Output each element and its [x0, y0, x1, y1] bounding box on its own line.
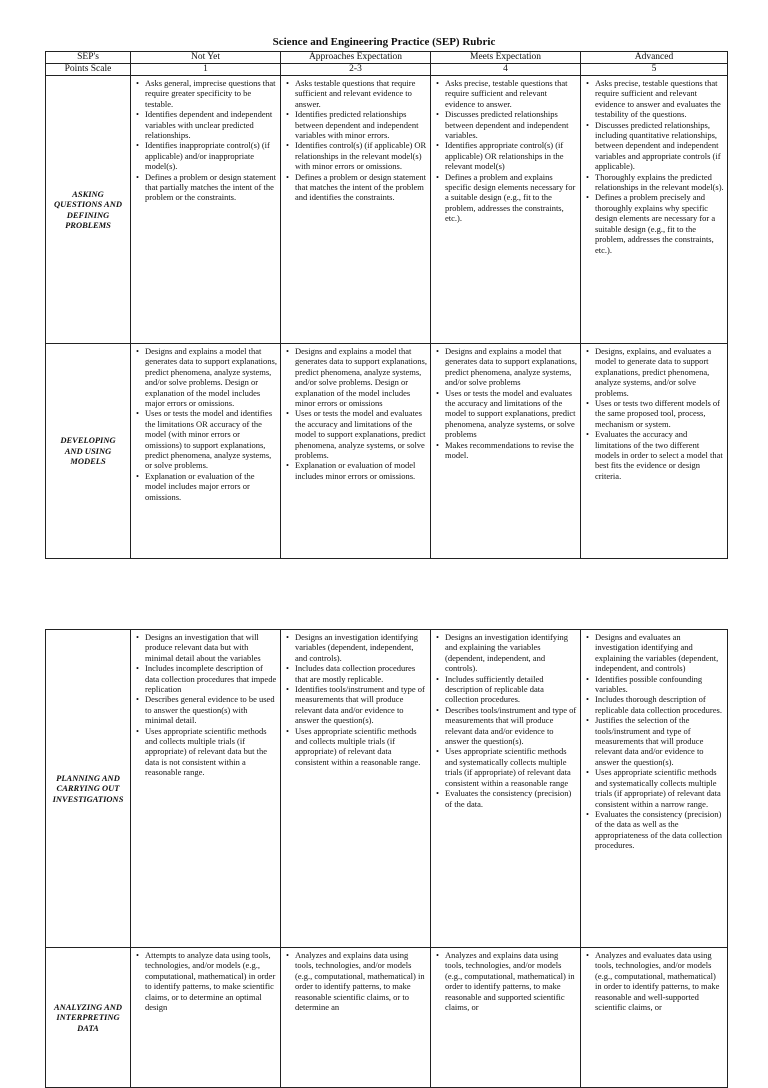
criterion-item: • Includes thorough description of replicable data collection procedures. [595, 694, 724, 715]
criterion-item: • Designs and explains a model that generates data to support explanations, predict phenomena, analyze systems, and/or solve problems. Design or explanation of the model includes major errors or omissions. [145, 346, 277, 408]
header-row-levels [46, 52, 728, 64]
criterion-item: • Identifies appropriate control(s) (if applicable) OR relationships in the relevant model(s) [445, 140, 577, 171]
criterion-item: • Analyzes and explains data using tools, technologies, and/or models (e.g., computational, mathematical) in order to identify patterns, to make reasonable scientific claims, or to determine an [295, 950, 427, 1012]
criteria-cell [431, 948, 581, 1088]
criterion-item: • Identifies possible confounding variables. [595, 674, 724, 695]
criterion-item: • Designs and explains a model that generates data to support explanations, predict phenomena, analyze systems, and/or solve problems. Design or explanation of the model includes minor errors or omissions [295, 346, 427, 408]
criterion-item: • Asks precise, testable questions that require sufficient and relevant evidence to answer. [445, 78, 577, 109]
criterion-item: • Evaluates the accuracy and limitations of the two different models in order to select a model that best fits the evidence or design criteria. [595, 429, 724, 481]
criteria-cell [581, 948, 728, 1088]
criterion-item: • Uses appropriate scientific methods and systematically collects multiple trials (if appropriate) of relevant data consistent within a reasonable range [445, 746, 577, 788]
criteria-cell [131, 948, 281, 1088]
criterion-item: • Includes data collection procedures that are mostly replicable. [295, 663, 427, 684]
header-points-scale: Points Scale [46, 64, 131, 76]
criterion-item: • Asks testable questions that require sufficient and relevant evidence to answer. [295, 78, 427, 109]
criterion-item: • Describes tools/instrument and type of measurements that will produce relevant data and/or evidence to answer the question(s). [445, 705, 577, 747]
criteria-cell [281, 76, 431, 344]
rubric-row [46, 344, 728, 559]
category-label: ASKING QUESTIONS AND DEFINING PROBLEMS [46, 76, 131, 344]
category-label: DEVELOPING AND USING MODELS [46, 344, 131, 559]
criteria-cell [281, 344, 431, 559]
criteria-cell [581, 76, 728, 344]
criterion-item: • Discusses predicted relationships between dependent and independent variables. [445, 109, 577, 140]
score-approaches: 2-3 [281, 64, 431, 76]
header-row-scores [46, 64, 728, 76]
criteria-cell [131, 344, 281, 559]
criterion-item: • Identifies control(s) (if applicable) OR relationships in the relevant model(s) with minor errors or omissions. [295, 140, 427, 171]
page-title: Science and Engineering Practice (SEP) Rubric [272, 36, 496, 48]
criteria-cell [431, 630, 581, 948]
criterion-item: • Defines a problem or design statement that matches the intent of the problem and identifies the constraints. [295, 172, 427, 203]
criterion-item: • Analyzes and explains data using tools, technologies, and/or models (e.g., computational, mathematical) in order to identify patterns, to make reasonable and supported scientific claims, or [445, 950, 577, 1012]
rubric-row [46, 630, 728, 948]
criterion-item: • Analyzes and evaluates data using tools, technologies, and/or models (e.g., computational, mathematical) in order to identify patterns, to make reasonable and well-supported scientific claims, or [595, 950, 724, 1012]
criteria-cell [281, 948, 431, 1088]
rubric-table-page-1 [45, 51, 728, 559]
criterion-item: • Defines a problem or design statement that partially matches the intent of the problem or the constraints. [145, 172, 277, 203]
criterion-item: • Thoroughly explains the predicted relationships in the relevant model(s). [595, 172, 724, 193]
criterion-item: • Designs, explains, and evaluates a model to generate data to support explanations, predict phenomena, analyze systems, and/or solve problems. [595, 346, 724, 398]
score-meets: 4 [431, 64, 581, 76]
criterion-item: • Includes sufficiently detailed description of replicable data collection procedures. [445, 674, 577, 705]
rubric-table-page-2 [45, 629, 728, 1088]
score-advanced: 5 [581, 64, 728, 76]
criterion-item: • Designs and evaluates an investigation identifying and explaining the variables (dependent, independent, and controls) [595, 632, 724, 674]
criterion-item: • Asks precise, testable questions that require sufficient and relevant evidence to answer and evaluates the testability of the questions. [595, 78, 724, 120]
criterion-item: • Uses appropriate scientific methods and systematically collects multiple trials (if appropriate) of relevant data consistent within a narrow range. [595, 767, 724, 809]
category-label: PLANNING AND CARRYING OUT INVESTIGATIONS [46, 630, 131, 948]
criterion-item: • Uses or tests the model and evaluates the accuracy and limitations of the model to support explanations, predict phenomena, analyze systems, or solve problems [445, 388, 577, 440]
criteria-cell [581, 344, 728, 559]
criterion-item: • Identifies predicted relationships between dependent and independent variables with minor errors. [295, 109, 427, 140]
criterion-item: • Asks general, imprecise questions that require greater specificity to be testable. [145, 78, 277, 109]
category-label: ANALYZING AND INTERPRETING DATA [46, 948, 131, 1088]
criterion-item: • Makes recommendations to revise the model. [445, 440, 577, 461]
criteria-cell [131, 630, 281, 948]
header-sep: SEP's [46, 52, 131, 64]
criteria-cell [581, 630, 728, 948]
criteria-cell [431, 76, 581, 344]
criterion-item: • Identifies inappropriate control(s) (if applicable) and/or inappropriate model(s). [145, 140, 277, 171]
criterion-item: • Evaluates the consistency (precision) of the data. [445, 788, 577, 809]
criterion-item: • Identifies tools/instrument and type of measurements that will produce relevant data and/or evidence to answer the question(s). [295, 684, 427, 726]
rubric-row [46, 76, 728, 344]
criterion-item: • Discusses predicted relationships, including quantitative relationships, between dependent and independent variables and appropriate controls (if applicable). [595, 120, 724, 172]
criterion-item: • Identifies dependent and independent variables with unclear predicted relationships. [145, 109, 277, 140]
header-level-advanced: Advanced [581, 52, 728, 64]
criterion-item: • Describes general evidence to be used to answer the question(s) with minimal detail. [145, 694, 277, 725]
criterion-item: • Designs an investigation identifying variables (dependent, independent, and controls). [295, 632, 427, 663]
criterion-item: • Uses appropriate scientific methods and collects multiple trials (if appropriate) of relevant data consistent within a reasonable range. [295, 726, 427, 768]
criterion-item: • Evaluates the consistency (precision) of the data as well as the appropriateness of the data collection procedures. [595, 809, 724, 851]
criterion-item: • Uses appropriate scientific methods and collects multiple trials (if appropriate) of relevant data but the data is not consistent within a reasonable range. [145, 726, 277, 778]
criterion-item: • Explanation or evaluation of the model includes major errors or omissions. [145, 471, 277, 502]
criterion-item: • Explanation or evaluation of model includes minor errors or omissions. [295, 460, 427, 481]
criterion-item: • Justifies the selection of the tools/instrument and type of measurements that will produce relevant data and/or evidence to answer the question(s). [595, 715, 724, 767]
criterion-item: • Defines a problem and explains specific design elements necessary for a suitable design (e.g., fit to the problem, addresses the constraints, etc.). [445, 172, 577, 224]
criteria-cell [281, 630, 431, 948]
criterion-item: • Designs an investigation identifying and explaining the variables (dependent, independent, and controls). [445, 632, 577, 674]
criterion-item: • Uses or tests the model and evaluates the accuracy and limitations of the model to support explanations, predict phenomena, analyze systems, or solve problems. [295, 408, 427, 460]
header-level-approaches: Approaches Expectation [281, 52, 431, 64]
criteria-cell [431, 344, 581, 559]
criterion-item: • Designs and explains a model that generates data to support explanations, predict phenomena, analyze systems, and/or solve problems [445, 346, 577, 388]
rubric-row [46, 948, 728, 1088]
criterion-item: • Includes incomplete description of data collection procedures that impede replication [145, 663, 277, 694]
header-level-meets: Meets Expectation [431, 52, 581, 64]
criterion-item: • Defines a problem precisely and thoroughly explains why specific design elements are necessary for a suitable design (e.g., fit to the problem, addresses the constraints, etc.). [595, 192, 724, 254]
score-not-yet: 1 [131, 64, 281, 76]
criterion-item: • Designs an investigation that will produce relevant data but with minimal detail about the variables [145, 632, 277, 663]
criteria-cell [131, 76, 281, 344]
criterion-item: • Uses or tests the model and identifies the limitations OR accuracy of the model (with minor errors or omissions) to support explanations, predict phenomena, analyze systems, or solve problems. [145, 408, 277, 470]
criterion-item: • Uses or tests two different models of the same proposed tool, process, mechanism or system. [595, 398, 724, 429]
criterion-item: • Attempts to analyze data using tools, technologies, and/or models (e.g., computational, mathematical) in order to identify patterns, to make scientific claims, or to determine an optimal design [145, 950, 277, 1012]
header-level-not-yet: Not Yet [131, 52, 281, 64]
